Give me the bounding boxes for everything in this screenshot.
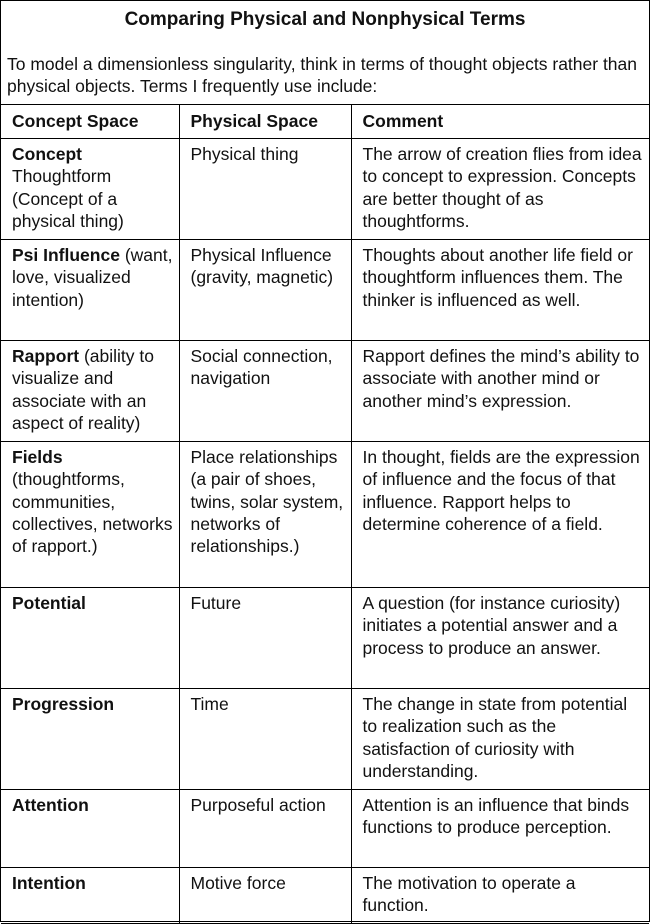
comment-cell: A question (for instance curiosity) initiates a potential answer and a process to produce an answer. xyxy=(351,588,649,689)
table-row xyxy=(1,588,649,689)
comment-cell: The change in state from potential to realization such as the satisfaction of curiosity with understanding. xyxy=(351,689,649,790)
physical-cell: Purposeful action xyxy=(179,790,351,868)
table-row xyxy=(1,341,649,442)
concept-term: Attention xyxy=(12,795,89,815)
concept-detail: (thoughtforms, communities, collectives, networks of rapport.) xyxy=(12,469,173,557)
comment-cell: In thought, fields are the expression of influence and the focus of that influence. Rapport helps to determine coherence of a field. xyxy=(351,442,649,588)
concept-cell xyxy=(1,868,179,924)
concept-term: Fields xyxy=(12,447,63,467)
comment-cell: Rapport defines the mind’s ability to associate with another mind or another mind’s expression. xyxy=(351,341,649,442)
column-header-comment: Comment xyxy=(351,105,649,139)
concept-term: Psi Influence xyxy=(12,245,120,265)
column-header-concept-space: Concept Space xyxy=(1,105,179,139)
concept-cell xyxy=(1,240,179,341)
comment-cell: Attention is an influence that binds functions to produce perception. xyxy=(351,790,649,868)
concept-term: Progression xyxy=(12,694,115,714)
concept-cell xyxy=(1,790,179,868)
physical-cell: Physical Influence (gravity, magnetic) xyxy=(179,240,351,341)
table-row xyxy=(1,790,649,868)
physical-cell: Motive force xyxy=(179,868,351,924)
concept-term: Intention xyxy=(12,873,86,893)
table-header-row xyxy=(1,105,649,139)
physical-cell: Social connection, navigation xyxy=(179,341,351,442)
physical-cell: Future xyxy=(179,588,351,689)
concept-cell xyxy=(1,588,179,689)
concept-cell xyxy=(1,341,179,442)
concept-term: Potential xyxy=(12,593,86,613)
table-row xyxy=(1,868,649,924)
page-title: Comparing Physical and Nonphysical Terms xyxy=(124,9,526,30)
physical-cell: Place relationships (a pair of shoes, twins, solar system, networks of relationships.) xyxy=(179,442,351,588)
physical-cell: Physical thing xyxy=(179,139,351,240)
table-row xyxy=(1,240,649,341)
concept-detail: Thoughtform (Concept of a physical thing) xyxy=(12,166,124,231)
comment-cell: The arrow of creation flies from idea to concept to expression. Concepts are better thought of as thoughtforms. xyxy=(351,139,649,240)
table-row xyxy=(1,442,649,588)
concept-term: Concept xyxy=(12,144,82,164)
concept-cell xyxy=(1,689,179,790)
terms-table xyxy=(1,104,649,924)
column-header-physical-space: Physical Space xyxy=(179,105,351,139)
concept-term: Rapport xyxy=(12,346,80,366)
comment-cell: The motivation to operate a function. xyxy=(351,868,649,924)
concept-cell xyxy=(1,442,179,588)
concept-cell xyxy=(1,139,179,240)
table-row xyxy=(1,139,649,240)
table-row xyxy=(1,689,649,790)
concept-detail: (want, love, visualized intention) xyxy=(12,245,173,310)
concept-detail: (ability to visualize and associate with an aspect of reality) xyxy=(12,346,154,433)
comment-cell: Thoughts about another life field or thoughtform influences them. The thinker is influenced as well. xyxy=(351,240,649,341)
physical-cell: Time xyxy=(179,689,351,790)
intro-paragraph: To model a dimensionless singularity, think in terms of thought objects rather than physical objects. Terms I frequently use include: xyxy=(7,54,637,96)
